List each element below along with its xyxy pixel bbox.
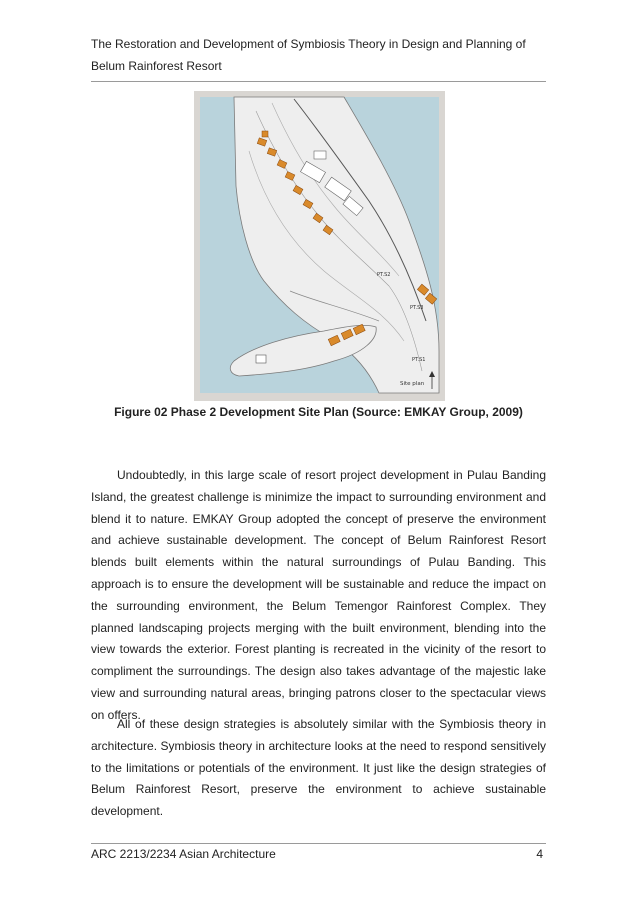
header-line-1: The Restoration and Development of Symbiosis Theory in Design and Planning of <box>91 37 526 51</box>
running-footer <box>91 847 546 861</box>
site-plan-title: Site plan <box>400 381 425 387</box>
label-pt-s2: PT.S2 <box>377 272 391 278</box>
peninsula-building <box>256 355 266 363</box>
header-line-2: Belum Rainforest Resort <box>91 59 222 73</box>
body-paragraph-1 <box>91 465 546 727</box>
page-number: 4 <box>536 847 543 861</box>
paragraph-1-text: Undoubtedly, in this large scale of resort project development in Pulau Banding Island, the greatest challenge is minimize the impact to surrounding environment and blend it to nature. EMKAY Group adopted the concept of preserve the environment and achieve sustainable development. The concept of Belum Rainforest Resort blends built elements within the natural surroundings of Pulau Banding. This approach is to ensure the development will be sustainable and reduce the impact on the surrounding environment, the Belum Temengor Rainforest Complex. They planned landscaping projects merging with the built environment, blending into the view towards the exterior. Forest planting is recreated in the vicinity of the resort to compliment the surroundings. The design also takes advantage of the majestic lake view and surrounding natural areas, bringing patrons closer to the spectacular views on offers. <box>91 468 546 722</box>
paragraph-2-text: All of these design strategies is absolutely similar with the Symbiosis theory in architecture. Symbiosis theory in architecture looks at the need to respond sensitively to the limitations or potentials of the environment. It just like the design strategies of Belum Rainforest Resort, preserve the environment to achieve sustainable development. <box>91 717 546 819</box>
body-paragraph-2 <box>91 714 546 823</box>
header-rule <box>91 81 546 82</box>
site-plan-figure <box>194 91 445 401</box>
figure-caption: Figure 02 Phase 2 Development Site Plan (Source: EMKAY Group, 2009) <box>114 405 523 419</box>
footer-rule <box>91 843 546 844</box>
label-pt-s1: PT.S1 <box>412 357 426 363</box>
running-header <box>91 33 546 77</box>
footer-course: ARC 2213/2234 Asian Architecture <box>91 847 276 861</box>
label-pt-s3: PT.S3 <box>410 305 424 311</box>
